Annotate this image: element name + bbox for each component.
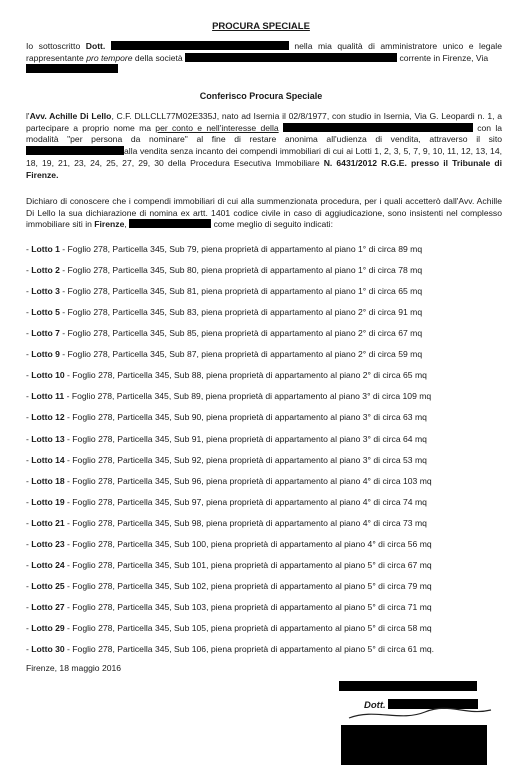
lot-label: Lotto 19 <box>31 496 65 507</box>
lot-label: Lotto 7 <box>31 328 60 339</box>
lot-label: Lotto 2 <box>31 265 60 276</box>
redaction-block <box>185 53 397 62</box>
lot-description: - Foglio 278, Particella 345, Sub 102, piena proprietà di appartamento al piano 5° di circa 79 mq <box>64 580 432 591</box>
lot-item: - Lotto 21 - Foglio 278, Particella 345, Sub 98, piena proprietà di appartamento al piano 4° di circa 73 mq <box>26 517 427 528</box>
lot-item: - Lotto 27 - Foglio 278, Particella 345, Sub 103, piena proprietà di appartamento al piano 5° di circa 71 mq <box>26 601 432 612</box>
lot-item: - Lotto 23 - Foglio 278, Particella 345, Sub 100, piena proprietà di appartamento al piano 4° di circa 56 mq <box>26 538 432 549</box>
lot-description: - Foglio 278, Particella 345, Sub 97, piena proprietà di appartamento al piano 4° di circa 74 mq <box>64 496 427 507</box>
redaction-block <box>26 64 118 73</box>
lot-item: - Lotto 9 - Foglio 278, Particella 345, Sub 87, piena proprietà di appartamento al piano 2° di circa 59 mq <box>26 349 423 360</box>
lot-item: - Lotto 25 - Foglio 278, Particella 345, Sub 102, piena proprietà di appartamento al piano 5° di circa 79 mq <box>26 580 432 591</box>
lot-description: - Foglio 278, Particella 345, Sub 83, piena proprietà di appartamento al piano 2° di circa 91 mq <box>59 307 423 318</box>
lot-item: - Lotto 11 - Foglio 278, Particella 345, Sub 89, piena proprietà di appartamento al piano 3° di circa 109 mq <box>26 391 432 402</box>
lot-label: Lotto 30 <box>31 644 65 654</box>
lot-description: - Foglio 278, Particella 345, Sub 105, piena proprietà di appartamento al piano 5° di circa 58 mq <box>64 622 432 633</box>
lot-label: Lotto 9 <box>31 349 60 360</box>
lot-item: - Lotto 18 - Foglio 278, Particella 345, Sub 96, piena proprietà di appartamento al piano 4° di circa 103 mq <box>26 475 432 486</box>
lot-item: - Lotto 12 - Foglio 278, Particella 345, Sub 90, piena proprietà di appartamento al piano 3° di circa 63 mq <box>26 412 427 423</box>
lot-description: - Foglio 278, Particella 345, Sub 96, piena proprietà di appartamento al piano 4° di circa 103 mq <box>64 475 432 486</box>
lot-label: Lotto 23 <box>31 538 65 549</box>
lot-label: Lotto 18 <box>31 475 65 486</box>
lot-item: - Lotto 7 - Foglio 278, Particella 345, Sub 85, piena proprietà di appartamento al piano 2° di circa 67 mq <box>26 328 423 339</box>
lot-label: Lotto 5 <box>31 307 60 318</box>
lot-item: - Lotto 2 - Foglio 278, Particella 345, Sub 80, piena proprietà di appartamento al piano 1° di circa 78 mq <box>26 265 423 276</box>
lot-label: Lotto 21 <box>31 517 65 528</box>
redaction-block <box>341 725 487 765</box>
lot-description: - Foglio 278, Particella 345, Sub 80, piena proprietà di appartamento al piano 1° di circa 78 mq <box>59 265 423 276</box>
document-title: PROCURA SPECIALE <box>212 21 310 32</box>
lot-item: - Lotto 24 - Foglio 278, Particella 345, Sub 101, piena proprietà di appartamento al piano 5° di circa 67 mq <box>26 559 432 570</box>
lot-item: - Lotto 29 - Foglio 278, Particella 345, Sub 105, piena proprietà di appartamento al piano 5° di circa 58 mq <box>26 622 432 633</box>
lot-description: - Foglio 278, Particella 345, Sub 88, piena proprietà di appartamento al piano 2° di circa 65 mq <box>64 370 427 381</box>
lot-label: Lotto 12 <box>31 412 65 423</box>
lot-label: Lotto 24 <box>31 559 65 570</box>
lot-item: - Lotto 5 - Foglio 278, Particella 345, Sub 83, piena proprietà di appartamento al piano 2° di circa 91 mq <box>26 307 423 318</box>
signature-label: Dott. <box>364 700 386 711</box>
lot-label: Lotto 14 <box>31 454 65 465</box>
redaction-block <box>111 41 289 50</box>
lot-description: - Foglio 278, Particella 345, Sub 89, piena proprietà di appartamento al piano 3° di circa 109 mq <box>64 391 432 402</box>
dichiaro-paragraph: Dichiaro di conoscere che i compendi immobiliari di cui alla summenzionata procedura, per i quali accetterò dall'Avv. Achille Di Lello la sua dichiarazione di nomina ex artt. 1401 codice civile in caso di aggiudicazione, sono insistenti nel complesso immobiliare siti in Firenze, come meglio di seguito indicati: <box>26 196 502 230</box>
lot-item: - Lotto 13 - Foglio 278, Particella 345, Sub 91, piena proprietà di appartamento al piano 3° di circa 64 mq <box>26 433 427 444</box>
date-line: Firenze, 18 maggio 2016 <box>26 663 122 673</box>
redaction-block <box>26 146 124 155</box>
lot-description: - Foglio 278, Particella 345, Sub 103, piena proprietà di appartamento al piano 5° di circa 71 mq <box>64 601 432 612</box>
lot-description: - Foglio 278, Particella 345, Sub 101, piena proprietà di appartamento al piano 5° di circa 67 mq <box>64 559 432 570</box>
redaction-block <box>339 681 477 691</box>
lot-description: - Foglio 278, Particella 345, Sub 98, piena proprietà di appartamento al piano 4° di circa 73 mq <box>64 517 427 528</box>
lot-label: Lotto 29 <box>31 622 65 633</box>
lot-description: - Foglio 278, Particella 345, Sub 100, piena proprietà di appartamento al piano 4° di circa 56 mq <box>64 538 432 549</box>
procura-paragraph: l'Avv. Achille Di Lello, C.F. DLLCLL77M02E335J, nato ad Isernia il 02/8/1977, con studio in Isernia, Via G. Leopardi n. 1, a partecipare a proprio nome ma per conto e nell'interesse della con la modalità "per persona da nominare" al fine di restare anonima all'udienza di vendita, attraverso il sito alla vendita senza incanto dei compendi immobiliari di cui ai Lotti 1, 2, 3, 5, 7, 9, 10, 11, 12, 13, 14, 18, 19, 21, 23, 24, 25, 27, 29, 30 della Procedura Esecutiva Immobiliare N. 6431/2012 R.G.E. presso il Tribunale di Firenze. <box>26 111 503 180</box>
lot-description: - Foglio 278, Particella 345, Sub 87, piena proprietà di appartamento al piano 2° di circa 59 mq <box>59 349 423 360</box>
lot-item: - Lotto 19 - Foglio 278, Particella 345, Sub 97, piena proprietà di appartamento al piano 4° di circa 74 mq <box>26 496 427 507</box>
handwritten-signature <box>345 704 495 724</box>
redaction-block <box>283 123 473 132</box>
lot-description: - Foglio 278, Particella 345, Sub 106, piena proprietà di appartamento al piano 5° di circa 61 mq. <box>64 644 435 654</box>
lot-description: - Foglio 278, Particella 345, Sub 90, piena proprietà di appartamento al piano 3° di circa 63 mq <box>64 412 427 423</box>
lot-item: - Lotto 30 - Foglio 278, Particella 345, Sub 106, piena proprietà di appartamento al piano 5° di circa 61 mq. <box>26 644 435 654</box>
lot-label: Lotto 25 <box>31 580 65 591</box>
lot-item: - Lotto 10 - Foglio 278, Particella 345, Sub 88, piena proprietà di appartamento al piano 2° di circa 65 mq <box>26 370 427 381</box>
lot-description: - Foglio 278, Particella 345, Sub 81, piena proprietà di appartamento al piano 1° di circa 65 mq <box>59 286 423 297</box>
lot-description: - Foglio 278, Particella 345, Sub 91, piena proprietà di appartamento al piano 3° di circa 64 mq <box>64 433 427 444</box>
lot-item: - Lotto 3 - Foglio 278, Particella 345, Sub 81, piena proprietà di appartamento al piano 1° di circa 65 mq <box>26 286 423 297</box>
intro-paragraph: Io sottoscritto Dott. nella mia qualità di amministratore unico e legale rappresentante pro tempore della società corrente in Firenze, Via <box>26 41 502 76</box>
lot-label: Lotto 27 <box>31 601 65 612</box>
lot-label: Lotto 11 <box>31 391 65 402</box>
lot-item: - Lotto 14 - Foglio 278, Particella 345, Sub 92, piena proprietà di appartamento al piano 3° di circa 53 mq <box>26 454 427 465</box>
lot-label: Lotto 3 <box>31 286 60 297</box>
lot-description: - Foglio 278, Particella 345, Sub 92, piena proprietà di appartamento al piano 3° di circa 53 mq <box>64 454 427 465</box>
lot-item: - Lotto 1 - Foglio 278, Particella 345, Sub 79, piena proprietà di appartamento al piano 1° di circa 89 mq <box>26 244 423 254</box>
lot-description: - Foglio 278, Particella 345, Sub 79, piena proprietà di appartamento al piano 1° di circa 89 mq <box>59 244 423 254</box>
lot-label: Lotto 13 <box>31 433 65 444</box>
redaction-block <box>129 219 211 228</box>
section-subtitle: Conferisco Procura Speciale <box>199 91 323 101</box>
lot-label: Lotto 10 <box>31 370 65 381</box>
lot-label: Lotto 1 <box>31 244 60 254</box>
lot-description: - Foglio 278, Particella 345, Sub 85, piena proprietà di appartamento al piano 2° di circa 67 mq <box>59 328 423 339</box>
